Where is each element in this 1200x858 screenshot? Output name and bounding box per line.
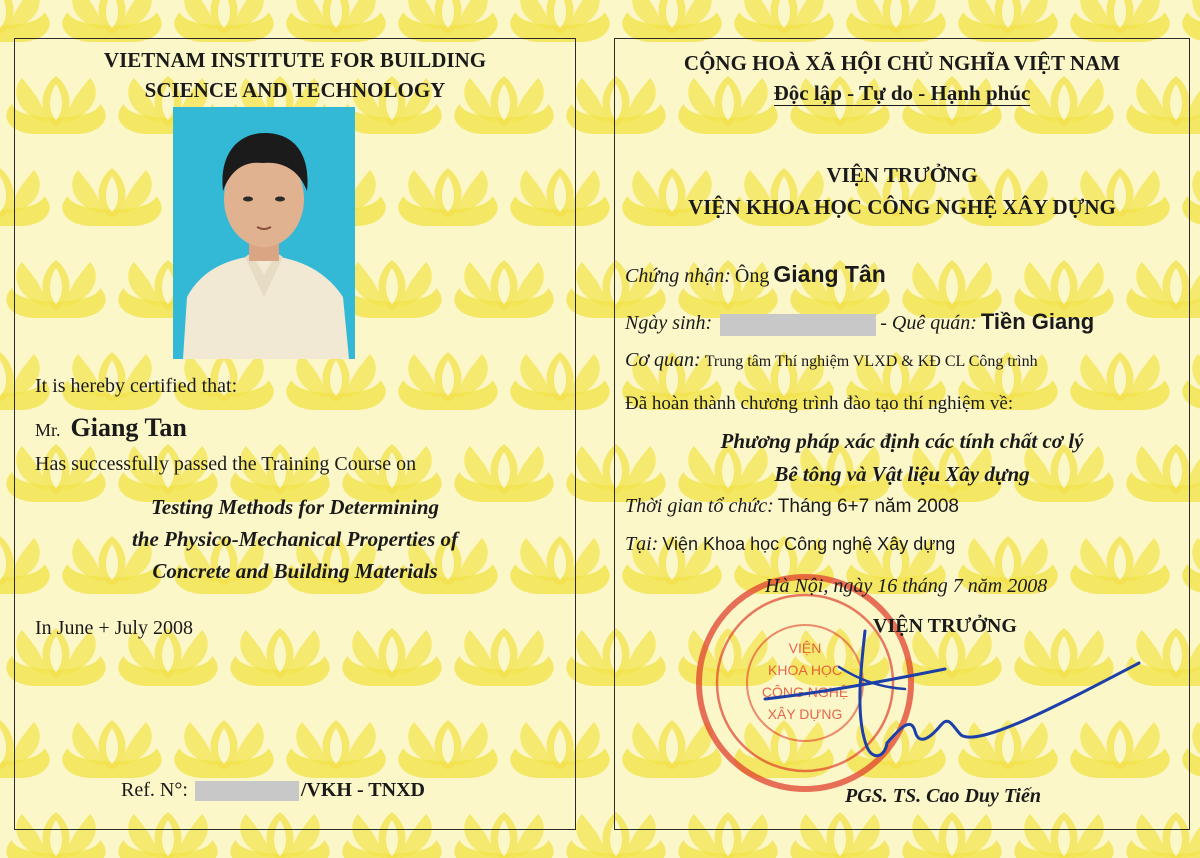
lotus-motif (1182, 0, 1200, 42)
certify-label: Chứng nhận: (625, 265, 731, 287)
stamp-text-1: VIỆN (788, 640, 822, 656)
vietnamese-certificate-panel (614, 38, 1190, 830)
passed-text: Has successfully passed the Training Course on (35, 453, 417, 475)
completed-text: Đã hoàn thành chương trình đào tạo thí nghiệm về: (625, 393, 1014, 414)
agency-value: Trung tâm Thí nghiệm VLXD & KĐ CL Công trình (704, 353, 1038, 370)
institute-name-line2: SCIENCE AND TECHNOLOGY (144, 78, 446, 102)
lotus-motif (62, 0, 161, 42)
lotus-motif (846, 0, 945, 42)
ref-label: Ref. N°: (121, 779, 188, 801)
ref-number-redacted (195, 781, 299, 801)
institute-name-line1: VIETNAM INSTITUTE FOR BUILDING (103, 48, 487, 72)
national-motto: Độc lập - Tự do - Hạnh phúc (773, 81, 1031, 105)
course-title-line1: Testing Methods for Determining (150, 495, 439, 519)
course-period: In June + July 2008 (35, 617, 193, 639)
lotus-motif (622, 0, 721, 42)
course-title-line2: the Physico-Mechanical Properties of (131, 527, 459, 551)
certified-intro: It is hereby certified that: (35, 375, 238, 397)
stamp-text-3: CÔNG NGHỆ (761, 684, 849, 700)
ref-suffix: /VKH - TNXD (300, 779, 425, 801)
time-value: Tháng 6+7 năm 2008 (777, 496, 959, 517)
country-header: CỘNG HOÀ XÃ HỘI CHỦ NGHĨA VIỆT NAM (683, 51, 1121, 75)
place-value: Viện Khoa học Công nghệ Xây dựng (662, 534, 956, 554)
title-prefix: Mr. (35, 420, 61, 440)
english-certificate-panel (14, 38, 576, 830)
course-title-vi-line1: Phương pháp xác định các tính chất cơ lý (720, 429, 1084, 453)
lotus-motif (510, 0, 609, 42)
issue-date-line: Hà Nội, ngày 16 tháng 7 năm 2008 (765, 575, 1048, 597)
recipient-name: Giang Tan (70, 413, 187, 442)
institute-name-vi: VIỆN KHOA HỌC CÔNG NGHỆ XÂY DỰNG (688, 195, 1116, 219)
hometown-value: Tiền Giang (980, 309, 1095, 334)
signer-title: VIỆN TRƯỞNG (873, 615, 1017, 637)
place-label: Tại: (625, 533, 659, 555)
recipient-name-vi: Giang Tân (773, 261, 886, 287)
lotus-motif (958, 0, 1057, 42)
lotus-motif (0, 0, 50, 42)
hometown-label: - Quê quán: (880, 312, 977, 334)
stamp-text-4: XÂY DỰNG (767, 706, 843, 722)
dob-redacted (720, 314, 876, 336)
handwritten-signature (755, 607, 1155, 777)
director-title: VIỆN TRƯỞNG (826, 163, 978, 187)
lotus-motif (1070, 0, 1169, 42)
stamp-text-2: KHOA HỌC (768, 662, 842, 678)
course-title-vi-line2: Bê tông và Vật liệu Xây dựng (774, 462, 1030, 486)
lotus-motif (174, 0, 273, 42)
lotus-motif (398, 0, 497, 42)
agency-label: Cơ quan: (625, 349, 701, 371)
dob-label: Ngày sinh: (625, 312, 713, 334)
signer-name: PGS. TS. Cao Duy Tiến (845, 785, 1041, 807)
course-title-line3: Concrete and Building Materials (152, 559, 438, 583)
lotus-motif (286, 0, 385, 42)
time-label: Thời gian tổ chức: (625, 495, 774, 517)
lotus-motif (734, 0, 833, 42)
title-prefix-vi: Ông (734, 265, 770, 287)
portrait-photo (173, 107, 355, 359)
